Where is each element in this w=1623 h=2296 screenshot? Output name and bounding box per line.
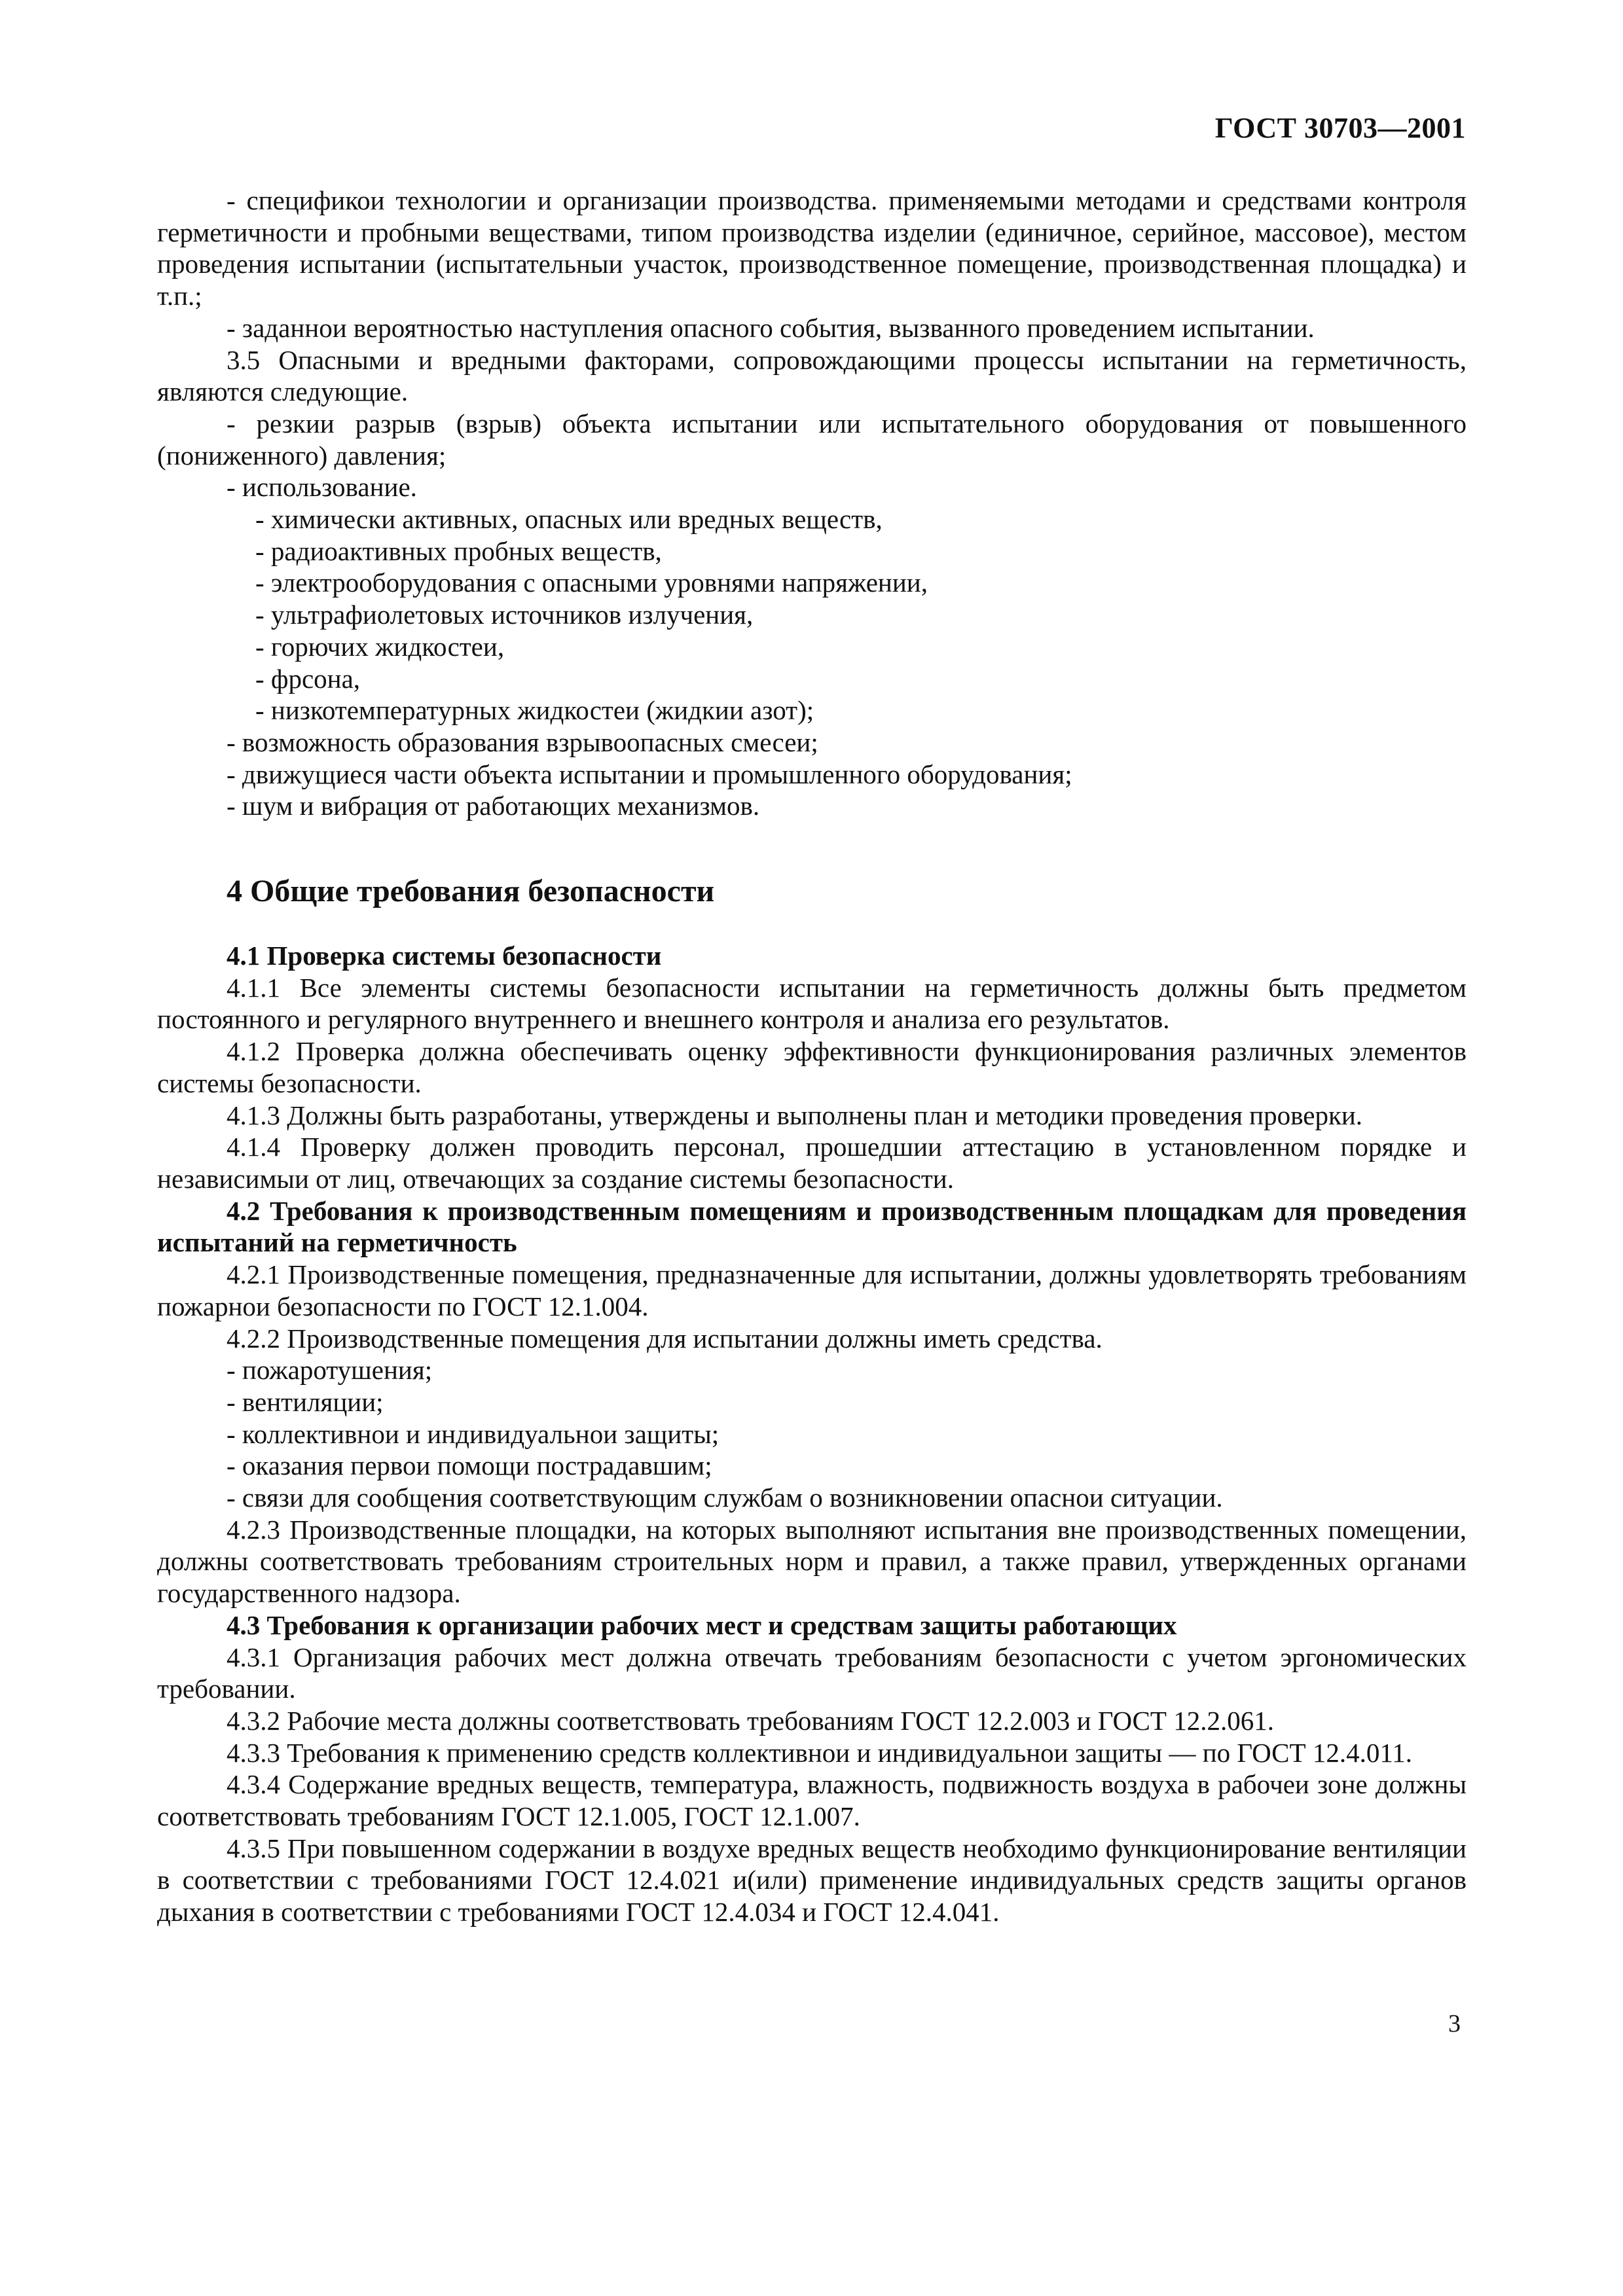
paragraph: 4.3.3 Требования к применению средств коллективнои и индивидуальнои защиты — по ГОСТ 12.4.011. xyxy=(227,1737,1413,1768)
paragraph: 4.3.4 Содержание вредных веществ, температура, влажность, подвижность воздуха в рабочеи зоне должны соответствовать требованиям ГОСТ 12.1.005, ГОСТ 12.1.007. xyxy=(157,1769,1467,1832)
list-item: - коллективнои и индивидуальнои защиты; xyxy=(227,1418,720,1449)
list-item: - оказания первои помощи пострадавшим; xyxy=(227,1450,712,1481)
paragraph: 4.1.4 Проверку должен проводить персонал, прошедшии аттестацию в установленном порядке и независимыи от лиц, отвечающих за создание системы безопасности. xyxy=(157,1132,1467,1194)
hazard-item: - резкии разрыв (взрыв) объекта испытании или испытательного оборудования от повышенного (пониженного) давления; xyxy=(157,408,1467,471)
list-item: - пожаротушения; xyxy=(227,1355,433,1386)
paragraph: 4.2.1 Производственные помещения, предназначенные для испытании, должны удовлетворять требованиям пожарнои безопасности по ГОСТ 12.1.004. xyxy=(157,1259,1467,1321)
list-item: - заданнои вероятностью наступления опасного события, вызванного проведением испытании. xyxy=(227,312,1315,343)
document-header: ГОСТ 30703—2001 xyxy=(1214,112,1466,144)
hazard-use-item: - ультрафиолетовых источников излучения, xyxy=(255,600,754,630)
hazard-use-item: - радиоактивных пробных веществ, xyxy=(255,535,662,566)
page-number: 3 xyxy=(1448,2010,1461,2037)
subsection-4-1-title: 4.1 Проверка системы безопасности xyxy=(227,941,662,971)
hazard-use-item: - фрсона, xyxy=(255,663,361,694)
paragraph: 4.3.1 Организация рабочих мест должна отвечать требованиям безопасности с учетом эргономических требовании. xyxy=(157,1641,1467,1704)
hazard-use-item: - химически активных, опасных или вредных веществ, xyxy=(255,504,883,535)
paragraph: 4.3.5 При повышенном содержании в воздухе вредных веществ необходимо функционирование вентиляции в соответствии с требованиями ГОСТ 12.4.021 и(или) применение индивидуальных средств защиты органов дыхания в соответствии с требованиями ГОСТ 12.4.034 и ГОСТ 12.4.041. xyxy=(157,1833,1467,1928)
paragraph: 4.1.2 Проверка должна обеспечивать оценку эффективности функционирования различных элементов системы безопасности. xyxy=(157,1036,1467,1098)
paragraph: 4.1.1 Все элементы системы безопасности испытании на герметичность должны быть предметом постоянного и регулярного внутреннего и внешнего контроля и анализа его результатов. xyxy=(157,972,1467,1035)
hazard-use-item: - низкотемпературных жидкостеи (жидкии азот); xyxy=(255,695,814,726)
hazard-item: - движущиеся части объекта испытании и промышленного оборудования; xyxy=(227,759,1072,789)
hazard-use-item: - электрооборудования с опасными уровнями напряжении, xyxy=(255,567,928,598)
hazard-use-intro: - использование. xyxy=(227,472,417,503)
subsection-4-3-title: 4.3 Требования к организации рабочих мест и средствам защиты работающих xyxy=(227,1609,1177,1640)
subsection-4-2-title: 4.2 Требования к производственным помещениям и производственным площадкам для проведения испытаний на герметичность xyxy=(157,1195,1467,1258)
paragraph: 4.1.3 Должны быть разработаны, утверждены и выполнены план и методики проведения проверки. xyxy=(227,1100,1363,1130)
list-item: - спецификои технологии и организации производства. применяемыми методами и средствами контроля герметичности и пробными веществами, типом производства изделии (единичное, серийное, массовое), местом проведения испытании (испытательныи участок, производственное помещение, производственная площадка) и т.п.; xyxy=(157,185,1467,312)
hazard-item: - возможность образования взрывоопасных смесеи; xyxy=(227,726,818,757)
paragraph-3-5: 3.5 Опасными и вредными факторами, сопровождающими процессы испытании на герметичность, являются следующие. xyxy=(157,344,1467,407)
paragraph: 4.2.3 Производственные площадки, на которых выполняют испытания вне производственных помещении, должны соответствовать требованиям строительных норм и правил, а также правил, утвержденных органами государственного надзора. xyxy=(157,1514,1467,1609)
paragraph: 4.3.2 Рабочие места должны соответствовать требованиям ГОСТ 12.2.003 и ГОСТ 12.2.061. xyxy=(227,1705,1274,1736)
list-item: - вентиляции; xyxy=(227,1386,384,1417)
hazard-use-item: - горючих жидкостеи, xyxy=(255,631,505,662)
list-item: - связи для сообщения соответствующим службам о возникновении опаснои ситуации. xyxy=(227,1482,1223,1513)
hazard-item: - шум и вибрация от работающих механизмов. xyxy=(227,791,760,821)
section-4-title: 4 Общие требования безопасности xyxy=(227,874,715,909)
paragraph: 4.2.2 Производственные помещения для испытании должны иметь средства. xyxy=(227,1323,1103,1354)
document-body xyxy=(157,185,1467,1928)
